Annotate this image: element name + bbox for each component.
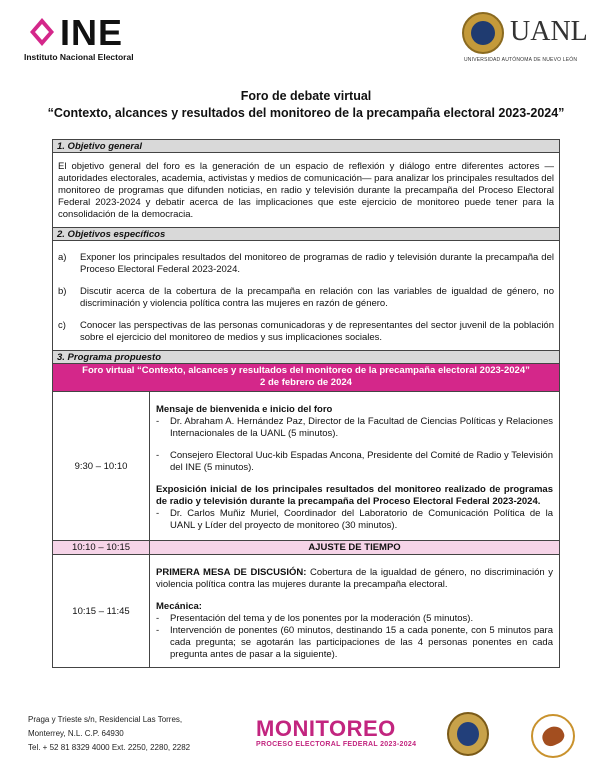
program-content [150, 555, 559, 667]
faculty-footer-seal-icon [531, 714, 575, 758]
document-title: Foro de debate virtual [240, 89, 372, 103]
monitoreo-logo [256, 717, 426, 753]
mecanica-label: Mecánica: [156, 601, 202, 612]
program-time: 9:30 – 10:10 [53, 392, 150, 540]
program-row [53, 541, 559, 555]
document-subtitle: “Contexto, alcances y resultados del monitoreo de la precampaña electoral 2023-2024” [47, 106, 565, 120]
uanl-logo-text: UANL [510, 16, 588, 47]
footer-address [28, 713, 190, 755]
section-heading-objetivo-general: 1. Objetivo general [53, 140, 559, 153]
list-item-letter: b) [58, 286, 67, 297]
section-heading-programa: 3. Programa propuesto [53, 351, 559, 364]
speaker-item: - Consejero Electoral Uuc-kib Espadas Ancona, Presidente del Comité de Radio y Televisión del INE (5 minutos). [156, 450, 553, 473]
objetivos-list [53, 241, 559, 351]
list-item-letter: a) [58, 252, 67, 263]
list-item [58, 252, 554, 276]
address-line: Praga y Trieste s/n, Residencial Las Torres, [28, 715, 183, 724]
program-row [53, 392, 559, 541]
mecanica-item: - Presentación del tema y de los ponentes por la moderación (5 minutos). [156, 613, 553, 625]
mecanica-text: Intervención de ponentes (60 minutos, destinando 15 a cada ponente, con 5 minutos para cada pregunta; se agotarán las participaciones de las 4 personas ponentes en cada pregunta antes de pasar a la siguiente). [170, 625, 553, 660]
content-table [52, 139, 560, 668]
mesa-label: PRIMERA MESA DE DISCUSIÓN: [156, 567, 307, 578]
speaker-text: Dr. Carlos Muñiz Muriel, Coordinador del Laboratorio de Comunicación Política de la UANL y Líder del proyecto de monitoreo (30 minutos). [170, 508, 553, 531]
program-banner-title: Foro virtual “Contexto, alcances y resultados del monitoreo de la precampaña electoral 2023-2024” [82, 365, 530, 376]
mecanica-text: Presentación del tema y de los ponentes por la moderación (5 minutos). [170, 613, 474, 624]
speaker-text: Consejero Electoral Uuc-kib Espadas Ancona, Presidente del Comité de Radio y Televisión del INE (5 minutos). [170, 450, 553, 473]
list-item [58, 320, 554, 344]
program-content [150, 392, 559, 540]
address-line: Tel. + 52 81 8329 4000 Ext. 2250, 2280, 2282 [28, 743, 191, 752]
program-banner-date: 2 de febrero de 2024 [260, 377, 352, 388]
ine-mark-icon [28, 16, 56, 50]
mesa-text: Cobertura de la igualdad de género, no discriminación y violencia política contra las mujeres durante la precampaña electoral. [156, 567, 553, 590]
block-title: Mensaje de bienvenida e inicio del foro [156, 404, 333, 415]
mesa-description [156, 567, 553, 591]
objetivo-general-text: El objetivo general del foro es la generación de un espacio de reflexión y diálogo entre diferentes actores —autoridades electorales, academia, activistas y medios de comunicación— para analizar los principales resultados del monitoreo de programas que difunden noticias, en radio y televisión durante la precampaña del Proceso Electoral Federal 2023-2024 y debatir acerca de las implicaciones que este ejercicio de monitoreo puede tener para la consolidación de la democracia. [53, 153, 559, 228]
list-item [58, 286, 554, 310]
list-item-letter: c) [58, 320, 66, 331]
uanl-logo-subtitle: UNIVERSIDAD AUTÓNOMA DE NUEVO LEÓN [464, 57, 578, 63]
mecanica-item: - Intervención de ponentes (60 minutos, destinando 15 a cada ponente, con 5 minutos para cada pregunta; se agotarán las participaciones de las 4 personas ponentes en cada pregunta antes de pasar a la siguiente). [156, 625, 553, 660]
ine-logo [22, 14, 162, 66]
program-row [53, 555, 559, 667]
ine-logo-text: INE [60, 12, 124, 53]
uanl-seal-icon [462, 12, 504, 54]
speaker-item: - Dr. Abraham A. Hernández Paz, Director de la Facultad de Ciencias Políticas y Relaciones Internacionales de la UANL (5 minutos). [156, 416, 553, 439]
section-heading-objetivos-especificos: 2. Objetivos específicos [53, 228, 559, 241]
uanl-footer-seal-icon [447, 712, 489, 756]
monitoreo-title: MONITOREO [256, 716, 396, 741]
ajuste-label: AJUSTE DE TIEMPO [150, 541, 559, 554]
monitoreo-subtitle: PROCESO ELECTORAL FEDERAL 2023-2024 [256, 741, 417, 748]
program-time: 10:15 – 11:45 [53, 555, 150, 667]
speaker-item: - Dr. Carlos Muñiz Muriel, Coordinador del Laboratorio de Comunicación Política de la UANL y Líder del proyecto de monitoreo (30 minutos). [156, 508, 553, 531]
address-line: Monterrey, N.L. C.P. 64930 [28, 729, 124, 738]
program-time: 10:10 – 10:15 [53, 541, 150, 554]
uanl-logo [462, 12, 592, 64]
speaker-text: Dr. Abraham A. Hernández Paz, Director de la Facultad de Ciencias Políticas y Relaciones Internacionales de la UANL (5 minutos). [170, 416, 553, 439]
ine-logo-subtitle: Instituto Nacional Electoral [24, 52, 134, 62]
block-title: Exposición inicial de los principales resultados del monitoreo realizado de programas de radio y televisión durante la precampaña del Proceso Electoral Federal 2023-2024. [156, 484, 553, 507]
program-banner [53, 364, 559, 392]
list-item-text: Discutir acerca de la cobertura de la precampaña en relación con las variables de igualdad de género, no discriminación y violencia política contra las mujeres en razón de género. [80, 286, 554, 309]
list-item-text: Conocer las perspectivas de las personas comunicadoras y de representantes del sector juvenil de la población sobre el ejercicio del monitoreo de medios y sus implicaciones sociales. [80, 320, 554, 343]
list-item-text: Exponer los principales resultados del monitoreo de programas de radio y televisión durante la precampaña del Proceso Electoral Federal 2023-2024. [80, 252, 554, 275]
